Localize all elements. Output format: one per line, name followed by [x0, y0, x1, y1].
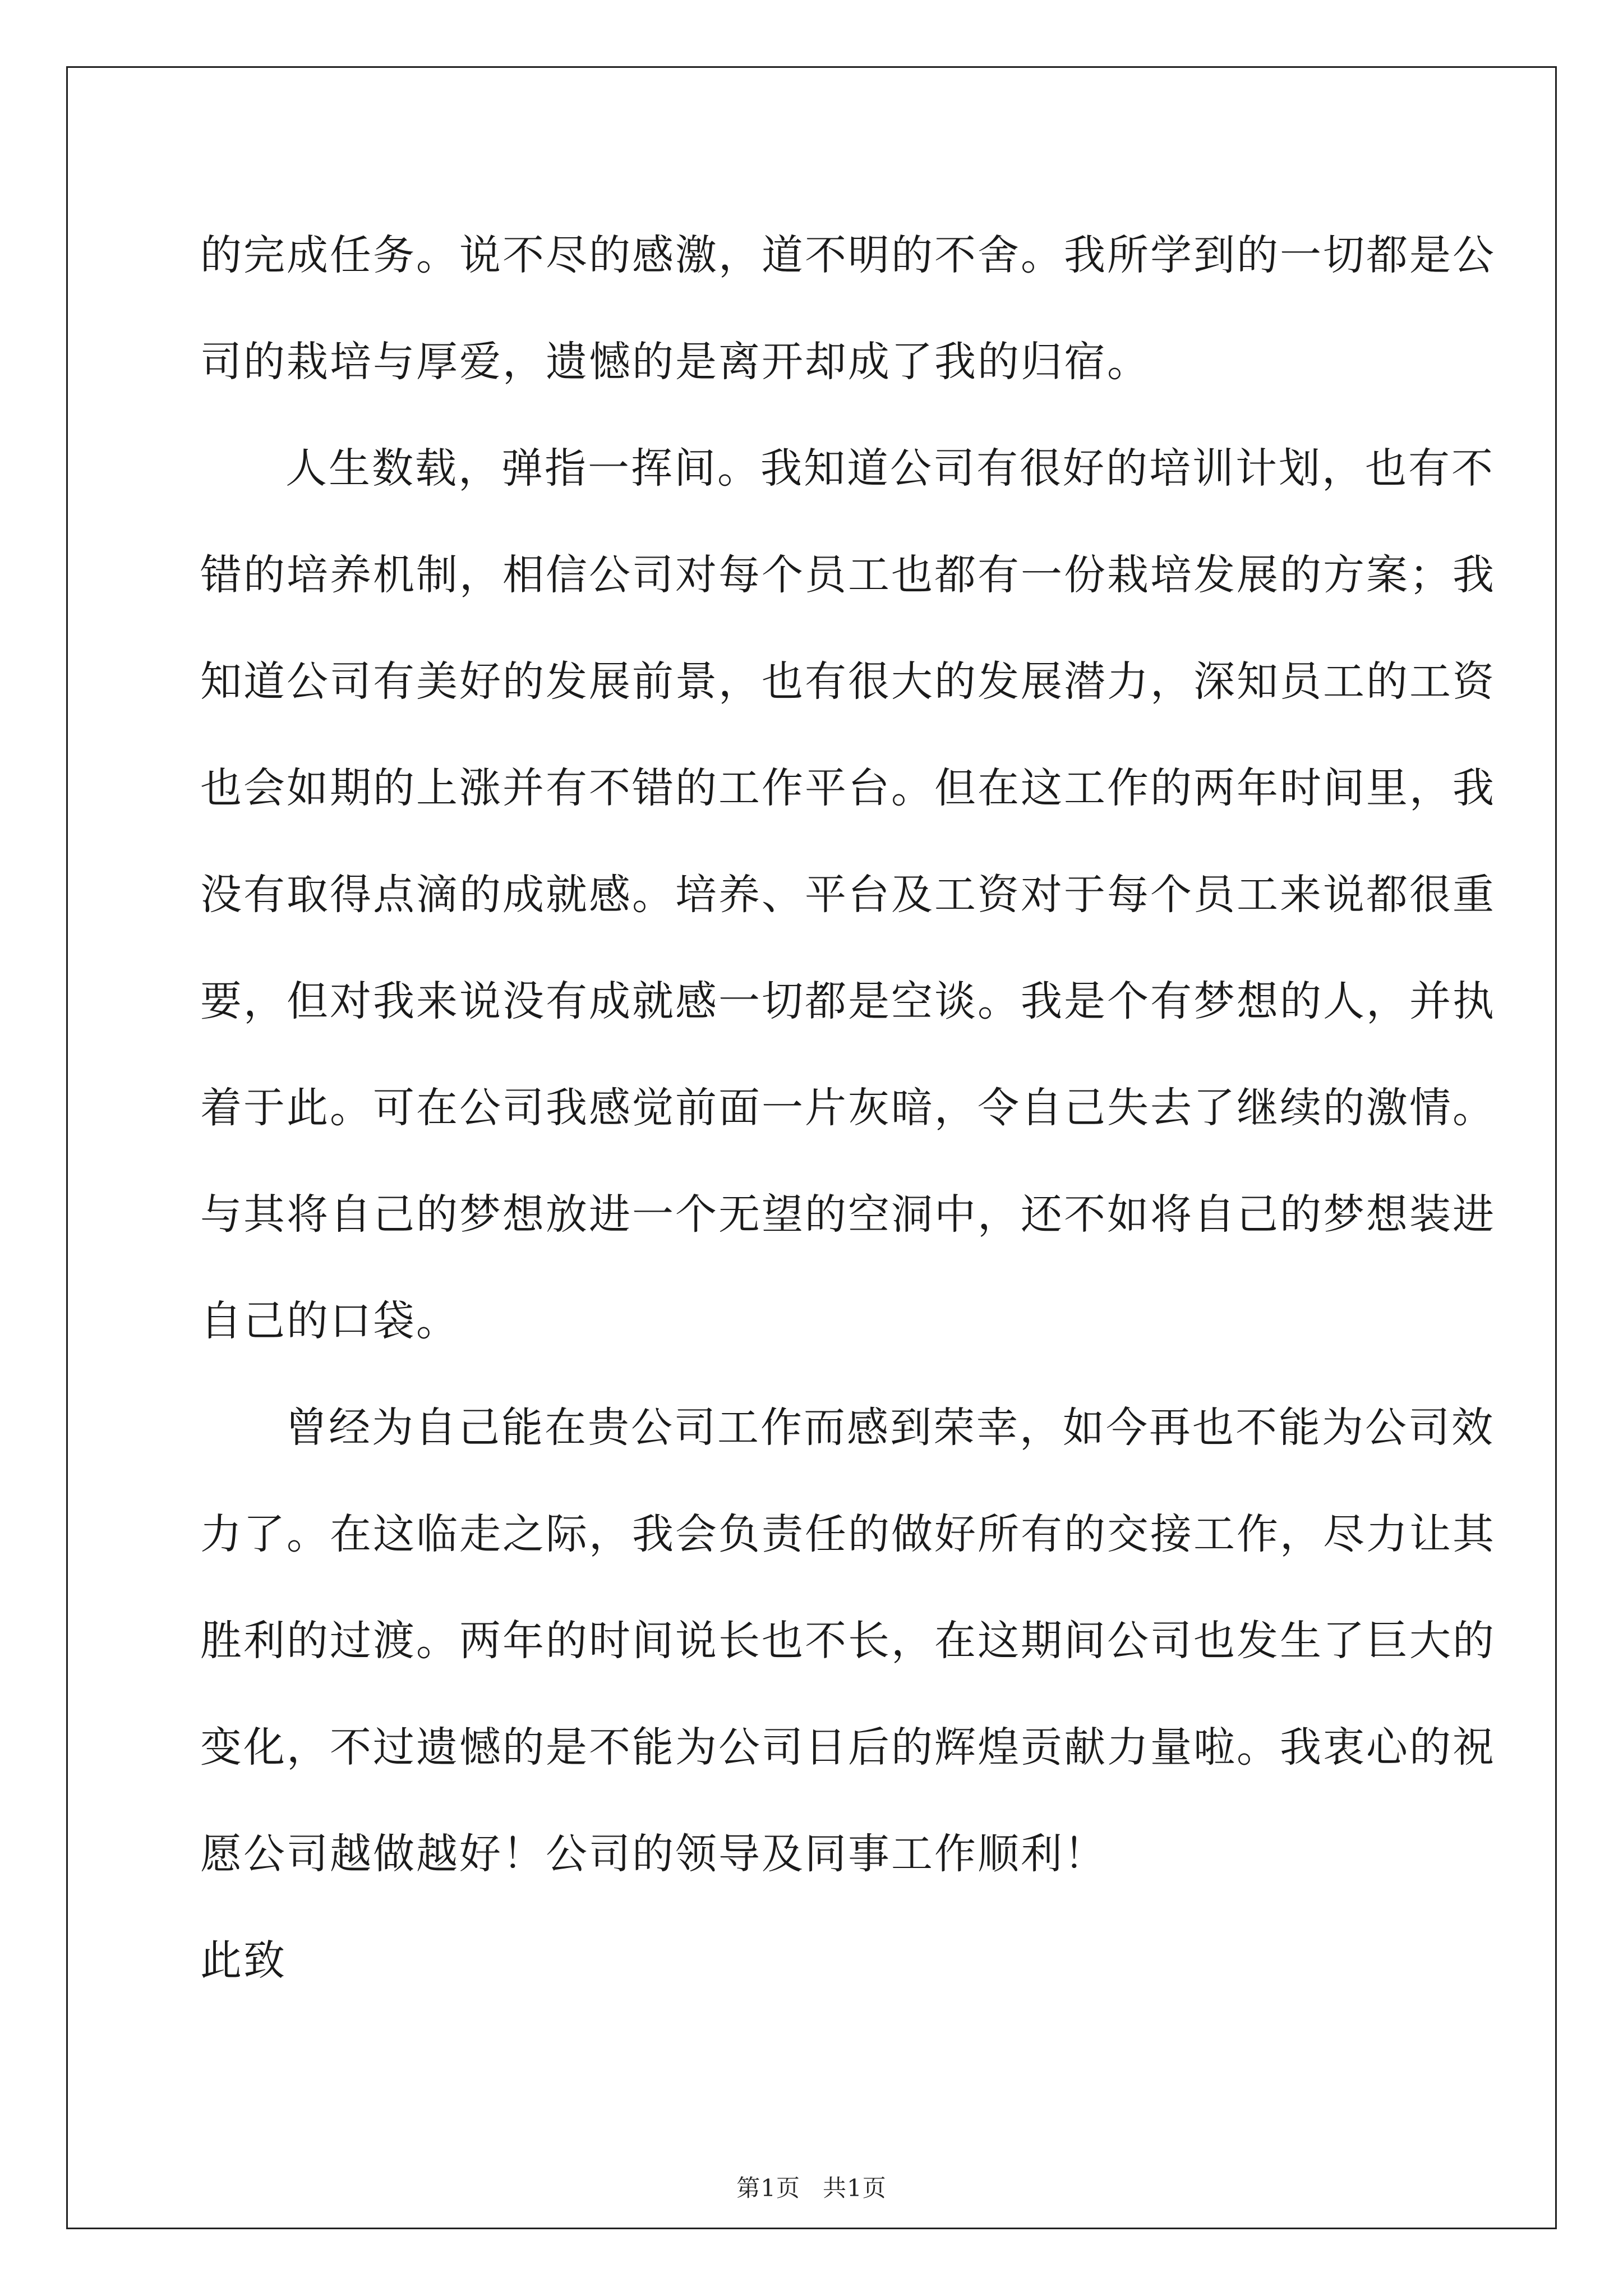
text-line: 也会如期的上涨并有不错的工作平台。但在这工作的两年时间里，我	[200, 764, 1496, 812]
text-line: 与其将自己的梦想放进一个无望的空洞中，还不如将自己的梦想装进	[200, 1190, 1496, 1239]
text-line: 要，但对我来说没有成就感一切都是空谈。我是个有梦想的人，并执	[200, 977, 1496, 1025]
text-line: 司的栽培与厚爱，遗憾的是离开却成了我的归宿。	[200, 338, 1150, 386]
closing-salutation: 此致	[200, 1936, 287, 1985]
text-line: 力了。在这临走之际，我会负责任的做好所有的交接工作，尽力让其	[200, 1510, 1496, 1558]
page-number: 第1页	[736, 2174, 800, 2202]
text-line: 变化，不过遗憾的是不能为公司日后的辉煌贡献力量啦。我衷心的祝	[200, 1723, 1496, 1772]
text-line-paragraph-start: 人生数载，弹指一挥间。我知道公司有很好的培训计划，也有不	[285, 444, 1495, 493]
text-line: 着于此。可在公司我感觉前面一片灰暗，令自己失去了继续的激情。	[200, 1084, 1496, 1132]
text-line: 的完成任务。说不尽的感激，道不明的不舍。我所学到的一切都是公	[200, 231, 1496, 279]
page-footer	[0, 2170, 1623, 2203]
page-total: 共1页	[823, 2174, 887, 2202]
text-line: 胜利的过渡。两年的时间说长也不长，在这期间公司也发生了巨大的	[200, 1617, 1496, 1665]
text-line: 错的培养机制，相信公司对每个员工也都有一份栽培发展的方案；我	[200, 551, 1496, 599]
text-line-paragraph-start: 曾经为自己能在贵公司工作而感到荣幸，如今再也不能为公司效	[285, 1404, 1495, 1452]
text-line: 没有取得点滴的成就感。培养、平台及工资对于每个员工来说都很重	[200, 871, 1496, 919]
text-line: 自己的口袋。	[200, 1297, 459, 1345]
text-line: 知道公司有美好的发展前景，也有很大的发展潜力，深知员工的工资	[200, 657, 1496, 706]
text-line: 愿公司越做越好！公司的领导及同事工作顺利！	[200, 1830, 1107, 1878]
letter-body	[200, 202, 1496, 2014]
